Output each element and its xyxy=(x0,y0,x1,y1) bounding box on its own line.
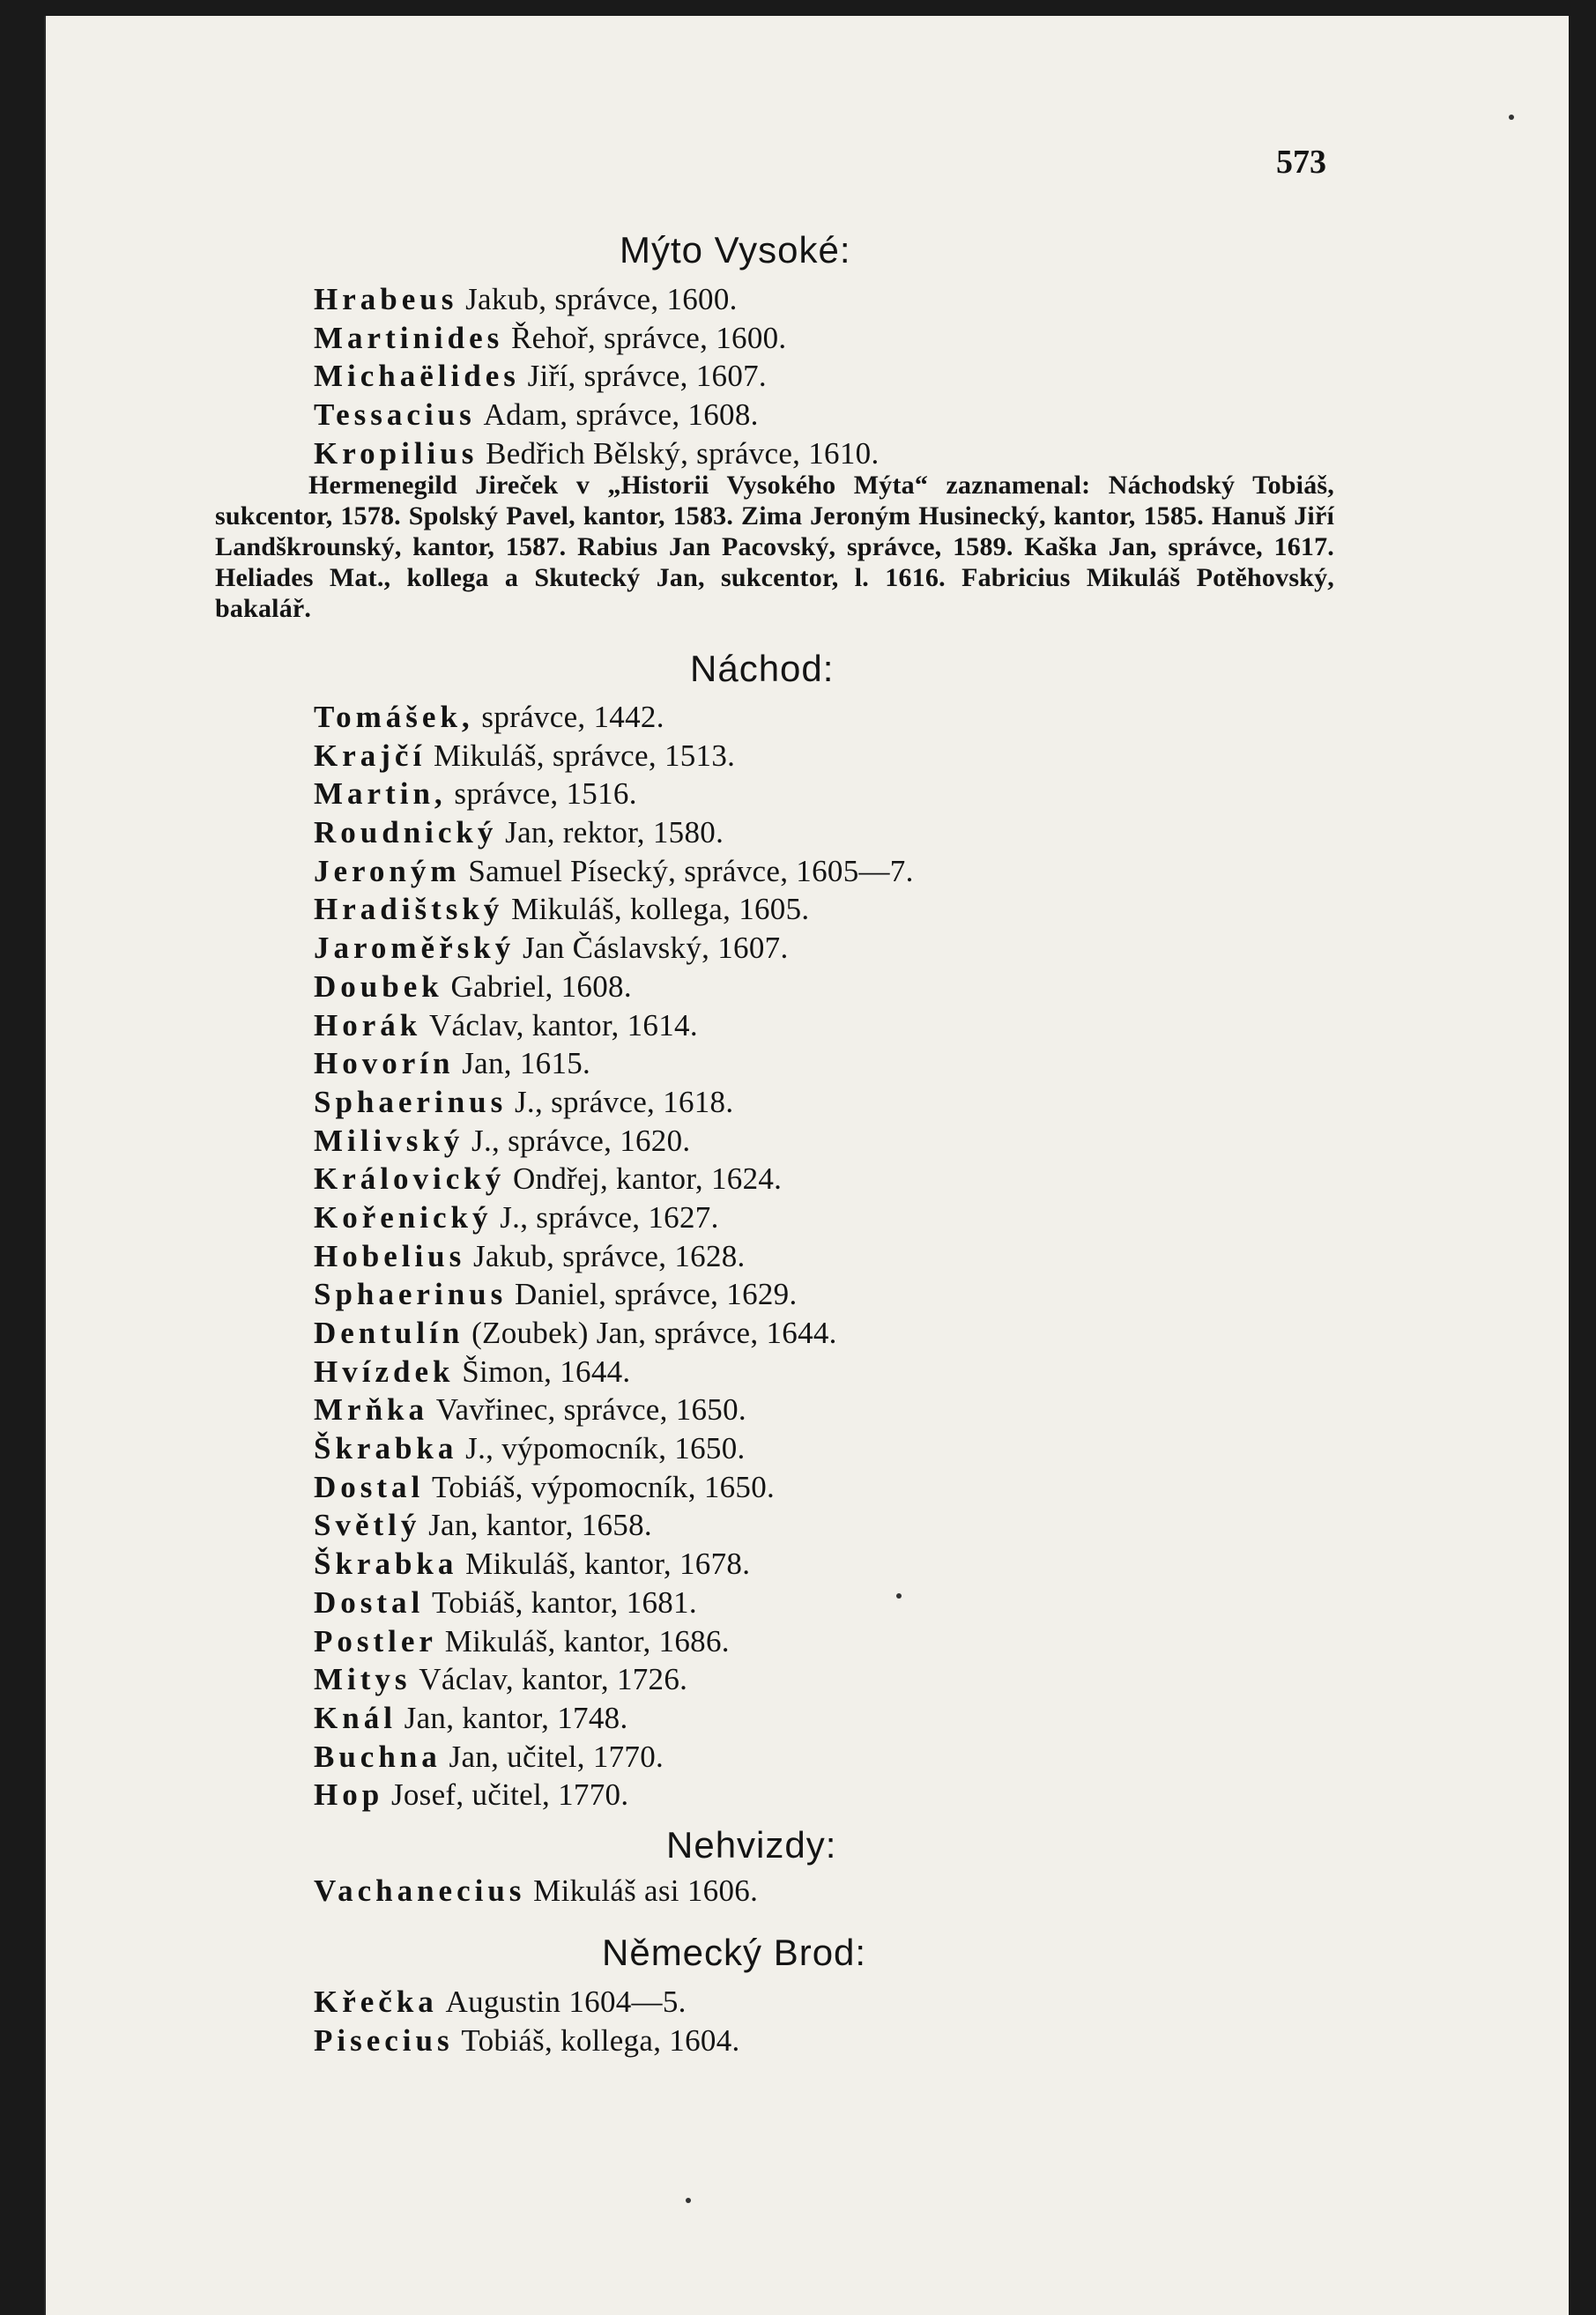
entry-surname: Postler xyxy=(314,1623,437,1658)
entry xyxy=(314,280,880,319)
entry-details: Tobiáš, výpomocník, 1650. xyxy=(432,1469,776,1504)
entry xyxy=(314,1545,914,1584)
entry xyxy=(314,1160,914,1198)
entry-surname: Kropilius xyxy=(314,435,479,471)
entry-surname: Martinides xyxy=(314,320,504,355)
entry-details: Jan, učitel, 1770. xyxy=(449,1739,664,1774)
entry-surname: Hobelius xyxy=(314,1238,466,1273)
print-speck xyxy=(1509,115,1514,120)
entry-surname: Královický xyxy=(314,1161,506,1197)
entry-surname: Mitys xyxy=(314,1662,412,1697)
entry xyxy=(314,775,914,813)
entry-details: Jan Čáslavský, 1607. xyxy=(522,931,789,966)
entry xyxy=(314,1983,740,2022)
entry-details: J., výpomocník, 1650. xyxy=(465,1431,746,1466)
print-speck xyxy=(896,1593,902,1599)
entry xyxy=(314,1083,914,1122)
entry-surname: Michaëlides xyxy=(314,359,520,394)
entry xyxy=(314,1122,914,1161)
entry-surname: Škrabka xyxy=(314,1431,458,1466)
entry xyxy=(314,1353,914,1391)
entry-surname: Dostal xyxy=(314,1584,425,1620)
entry-details: Václav, kantor, 1726. xyxy=(419,1662,688,1697)
entry xyxy=(314,1584,914,1622)
entry-details: Gabriel, 1608. xyxy=(450,968,632,1004)
section-title-myto-vysoke: Mýto Vysoké: xyxy=(620,229,851,271)
entry-details: Tobiáš, kollega, 1604. xyxy=(461,2022,740,2058)
entry-details: Mikuláš, kantor, 1678. xyxy=(465,1547,751,1582)
entry-surname: Jeroným xyxy=(314,853,461,888)
entry-details: Jan, kantor, 1748. xyxy=(404,1700,628,1735)
entry xyxy=(314,1699,914,1738)
entry-details: Mikuláš, správce, 1513. xyxy=(433,738,736,773)
entry xyxy=(314,434,880,473)
entry xyxy=(314,1275,914,1314)
entry xyxy=(314,396,880,434)
entry-list-nehvizdy xyxy=(314,1872,758,1911)
entry xyxy=(314,968,914,1006)
entry-details: Mikuláš, kollega, 1605. xyxy=(511,892,810,927)
entry-surname: Hradištský xyxy=(314,892,504,927)
entry-surname: Světlý xyxy=(314,1508,421,1543)
entry xyxy=(314,929,914,968)
entry-details: Daniel, správce, 1629. xyxy=(515,1277,798,1312)
entry xyxy=(314,1468,914,1507)
print-speck xyxy=(686,2198,691,2203)
entry xyxy=(314,1622,914,1661)
entry-details: správce, 1442. xyxy=(481,700,664,734)
entry-surname: Buchna xyxy=(314,1739,442,1774)
entry-surname: Martin, xyxy=(314,776,447,812)
section-title-nachod: Náchod: xyxy=(690,648,835,689)
section-title-nehvizdy: Nehvizdy: xyxy=(666,1824,837,1866)
entry-surname: Tomášek, xyxy=(314,700,474,734)
entry-surname: Roudnický xyxy=(314,815,498,850)
entry-details: Ondřej, kantor, 1624. xyxy=(512,1161,783,1197)
entry-details: Jan, 1615. xyxy=(462,1046,591,1081)
entry xyxy=(314,1006,914,1045)
entry xyxy=(314,2022,740,2060)
entry-details: Jakub, správce, 1628. xyxy=(473,1238,746,1273)
entry-surname: Sphaerinus xyxy=(314,1084,508,1119)
entry-surname: Horák xyxy=(314,1007,422,1042)
entry-details: Mikuláš asi 1606. xyxy=(533,1874,759,1908)
entry-surname: Hop xyxy=(314,1777,384,1813)
entry-details: J., správce, 1627. xyxy=(500,1199,719,1235)
entry-details: Adam, správce, 1608. xyxy=(483,397,759,433)
entry xyxy=(314,1314,914,1353)
entry-details: Řehoř, správce, 1600. xyxy=(511,320,787,355)
entry-list-nemecky-brod xyxy=(314,1983,740,2059)
entry-list-nachod xyxy=(314,698,914,1814)
entry-details: Mikuláš, kantor, 1686. xyxy=(444,1623,730,1658)
entry xyxy=(314,1391,914,1429)
entry-details: správce, 1516. xyxy=(454,776,637,812)
page-number: 573 xyxy=(1276,144,1326,181)
entry-surname: Křečka xyxy=(314,1985,438,2019)
entry-details: J., správce, 1620. xyxy=(471,1123,691,1158)
entry-surname: Dentulín xyxy=(314,1316,464,1350)
entry-surname: Hrabeus xyxy=(314,282,458,316)
entry-details: Samuel Písecký, správce, 1605—7. xyxy=(468,853,914,888)
entry-surname: Doubek xyxy=(314,968,443,1004)
entry-surname: Tessacius xyxy=(314,397,476,433)
entry-surname: Hvízdek xyxy=(314,1354,455,1389)
entry-surname: Hovorín xyxy=(314,1046,455,1081)
entry-surname: Mrňka xyxy=(314,1392,428,1428)
entry-surname: Pisecius xyxy=(314,2022,454,2058)
entry-surname: Škrabka xyxy=(314,1547,458,1582)
entry xyxy=(314,1044,914,1083)
entry-details: Šimon, 1644. xyxy=(462,1354,631,1389)
entry-surname: Milivský xyxy=(314,1123,464,1158)
entry xyxy=(314,813,914,852)
entry-surname: Vachanecius xyxy=(314,1874,526,1908)
entry-details: Josef, učitel, 1770. xyxy=(390,1777,629,1813)
entry-details: Jan, rektor, 1580. xyxy=(505,815,724,850)
entry-surname: Sphaerinus xyxy=(314,1277,508,1312)
entry-list-myto-vysoke xyxy=(314,280,880,472)
entry-surname: Krajčí xyxy=(314,738,427,773)
entry-details: Augustin 1604—5. xyxy=(445,1985,687,2019)
entry-details: Václav, kantor, 1614. xyxy=(428,1007,698,1042)
entry-details: Vavřinec, správce, 1650. xyxy=(435,1392,746,1428)
entry xyxy=(314,1506,914,1545)
entry xyxy=(314,737,914,775)
entry xyxy=(314,357,880,396)
entry-details: Jiří, správce, 1607. xyxy=(527,359,767,394)
entry-details: Bedřich Bělský, správce, 1610. xyxy=(486,435,880,471)
entry xyxy=(314,890,914,929)
entry xyxy=(314,1429,914,1468)
entry-surname: Knál xyxy=(314,1700,397,1735)
entry xyxy=(314,319,880,358)
section-note-myto-vysoke: Hermenegild Jireček v „Historii Vysokého Mýta“ zaznamenal: Náchodský Tobiáš, sukcentor, 1578. Spolský Pavel, kantor, 1583. Zima Jeroným Husinecký, kantor, 1585. Hanuš Jiří Landškrounský, kantor, 1587. Rabius Jan Pacovský, správce, 1589. Kaška Jan, správce, 1617. Heliades Mat., kollega a Skutecký Jan, sukcentor, l. 1616. Fabricius Mikuláš Potěhovský, bakalář. xyxy=(215,471,1334,623)
entry xyxy=(314,1198,914,1237)
entry-details: Tobiáš, kantor, 1681. xyxy=(432,1584,697,1620)
entry-details: Jakub, správce, 1600. xyxy=(465,282,738,316)
entry xyxy=(314,1776,914,1814)
entry xyxy=(314,852,914,891)
entry-details: (Zoubek) Jan, správce, 1644. xyxy=(471,1316,837,1350)
entry xyxy=(314,698,914,737)
entry xyxy=(314,1237,914,1276)
entry-surname: Jaroměřský xyxy=(314,931,516,966)
entry xyxy=(314,1660,914,1699)
entry-details: Jan, kantor, 1658. xyxy=(428,1508,652,1543)
entry-surname: Kořenický xyxy=(314,1199,493,1235)
section-title-nemecky-brod: Německý Brod: xyxy=(602,1932,867,1973)
entry-surname: Dostal xyxy=(314,1469,425,1504)
entry-details: J., správce, 1618. xyxy=(515,1084,734,1119)
entry xyxy=(314,1872,758,1911)
entry xyxy=(314,1738,914,1777)
